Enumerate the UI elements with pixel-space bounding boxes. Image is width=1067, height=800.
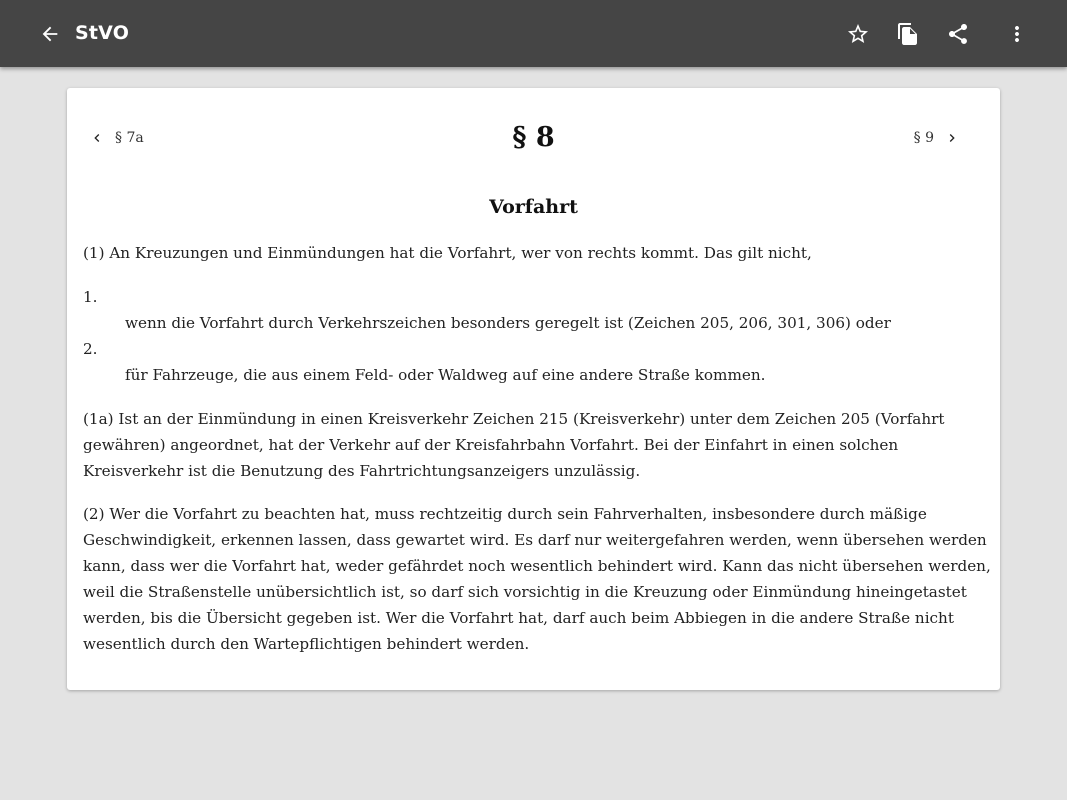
copy-button[interactable] <box>893 19 923 49</box>
chevron-right-icon <box>944 130 960 146</box>
app-title: StVO <box>75 22 130 44</box>
app-bar <box>0 0 1067 67</box>
back-button[interactable] <box>36 20 64 48</box>
paragraph-1: (1) An Kreuzungen und Einmündungen hat die Vorfahrt, wer von rechts kommt. Das gilt nicht, <box>83 244 812 262</box>
bookmark-button[interactable] <box>843 19 873 49</box>
next-section-link[interactable] <box>914 124 960 152</box>
list-item-text: wenn die Vorfahrt durch Verkehrszeichen besonders geregelt ist (Zeichen 205, 206, 301, 306) oder <box>125 314 891 332</box>
next-section-label: § 9 <box>913 130 934 146</box>
star-outline-icon <box>846 22 870 46</box>
list-item-number: 1. <box>83 288 98 306</box>
share-button[interactable] <box>943 19 973 49</box>
paragraph-2: (2) Wer die Vorfahrt zu beachten hat, muss rechtzeitig durch sein Fahrverhalten, insbesondere durch mäßige Geschwindigkeit, erkennen lassen, dass gewartet wird. Es darf nur weitergefahren werden, wenn übersehen werden kann, dass wer die Vorfahrt hat, weder gefährdet noch wesentlich behindert wird. Kann das nicht übersehen werden, weil die Straßenstelle unübersichtlich ist, so darf sich vorsichtig in die Kreuzung oder Einmündung hineingetastet werden, bis die Übersicht gegeben ist. Wer die Vorfahrt hat, darf auch beim Abbiegen in die andere Straße nicht wesentlich durch den Wartepflichtigen behindert werden. <box>83 505 991 653</box>
section-number: § 8 <box>512 122 555 153</box>
paragraph-1a: (1a) Ist an der Einmündung in einen Kreisverkehr Zeichen 215 (Kreisverkehr) unter dem Zeichen 205 (Vorfahrt gewähren) angeordnet, hat der Verkehr auf der Kreisfahrbahn Vorfahrt. Bei der Einfahrt in einen solchen Kreisverkehr ist die Benutzung des Fahrtrichtungsanzeigers unzulässig. <box>83 410 945 480</box>
more-vert-icon <box>1005 22 1029 46</box>
overflow-menu-button[interactable] <box>1002 19 1032 49</box>
arrow-back-icon <box>39 23 61 45</box>
section-heading: Vorfahrt <box>489 196 578 218</box>
previous-section-label: § 7a <box>115 130 144 146</box>
article-card <box>67 88 1000 690</box>
list-item-text: für Fahrzeuge, die aus einem Feld- oder Waldweg auf eine andere Straße kommen. <box>125 366 766 384</box>
list-item-number: 2. <box>83 340 98 358</box>
copy-icon <box>896 22 920 46</box>
share-icon <box>946 22 970 46</box>
